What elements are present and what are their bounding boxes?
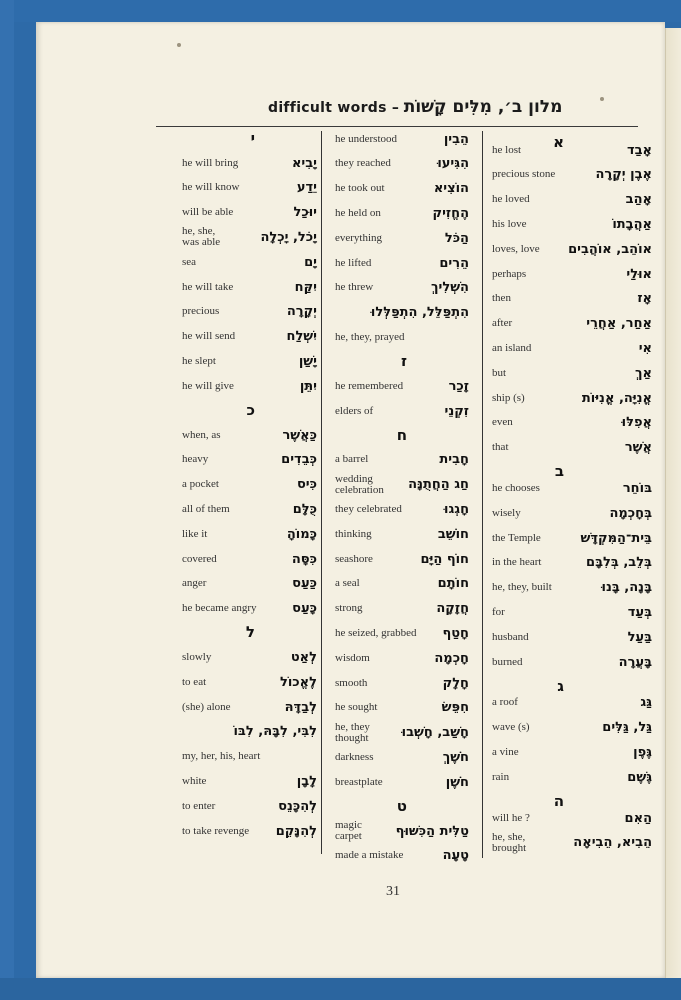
hebrew-word: אֶבֶן יְקָרָה — [595, 167, 652, 183]
glossary-entry — [335, 546, 469, 572]
glossary-entry — [335, 695, 469, 721]
glossary-entry — [335, 250, 469, 276]
glossary-entry — [492, 599, 652, 625]
hebrew-word: יוּכַל — [293, 205, 317, 221]
glossary-entry — [182, 472, 317, 498]
paper-speck — [177, 43, 181, 47]
english-meaning: after — [492, 317, 513, 330]
glossary-entry — [335, 176, 469, 202]
glossary-entry — [492, 435, 652, 461]
english-meaning: all of them — [182, 502, 230, 515]
english-meaning: even — [492, 416, 513, 429]
glossary-entry — [492, 500, 652, 526]
hebrew-word: אוֹהֵב, אוֹהֲבִים — [568, 241, 652, 257]
glossary-entry — [335, 571, 469, 597]
hebrew-word: אֲשֶׁר — [624, 440, 652, 456]
english-meaning: he, she, was able — [182, 225, 221, 249]
english-meaning: wedding celebration — [335, 472, 384, 496]
english-meaning: he became angry — [182, 602, 257, 615]
english-meaning: like it — [182, 527, 208, 540]
hebrew-word: חַג הַחֲתֻנָּה — [408, 477, 469, 493]
hebrew-word: יָשַׁן — [298, 353, 317, 369]
hebrew-word: יָכֹל, יָכְלָה — [260, 229, 317, 245]
english-meaning: precious — [182, 305, 220, 318]
hebrew-word: אֲפִלּוּ — [621, 415, 652, 431]
glossary-entry — [335, 300, 469, 326]
hebrew-word: חִפֵּשׂ — [441, 700, 469, 716]
hebrew-word: חָכְמָה — [434, 650, 469, 666]
hebrew-word: כָּעַס — [292, 601, 317, 617]
section-letter: ל — [245, 623, 255, 642]
hebrew-word: חֹשֶׁךְ — [442, 749, 469, 765]
glossary-entry — [335, 324, 469, 350]
glossary-entry — [492, 715, 652, 741]
english-meaning: he will send — [182, 330, 236, 343]
english-meaning: darkness — [335, 750, 374, 763]
glossary-entry — [335, 720, 469, 746]
hebrew-word: יִקַּח — [294, 279, 317, 295]
english-meaning: the Temple — [492, 531, 541, 544]
glossary-entry — [492, 162, 652, 188]
glossary-entry — [182, 571, 317, 597]
english-meaning: he, they, prayed — [335, 330, 405, 343]
hebrew-word: גַּג — [640, 695, 652, 711]
glossary-entry — [335, 398, 469, 424]
english-meaning: when, as — [182, 428, 221, 441]
hebrew-word: בְּעַד — [627, 604, 652, 620]
hebrew-word: חוֹתָם — [437, 576, 469, 592]
english-meaning: white — [182, 774, 207, 787]
hebrew-word: הִשְׁלִיךְ — [431, 280, 469, 296]
english-meaning: breastplate — [335, 775, 383, 788]
english-meaning: an island — [492, 341, 532, 354]
english-meaning: made a mistake — [335, 849, 404, 862]
glossary-entry — [182, 744, 317, 770]
glossary-entry — [182, 521, 317, 547]
glossary-entry — [335, 645, 469, 671]
hebrew-word: הֵבִיא, הֵבִיאָה — [573, 835, 652, 851]
english-meaning: he understood — [335, 132, 398, 145]
hebrew-word: הֶחֱזִיק — [432, 205, 469, 221]
english-meaning: he, she, brought — [492, 830, 527, 854]
hebrew-word: בָּנָה, בָּנוּ — [601, 580, 652, 596]
hebrew-word: אָבַד — [626, 142, 652, 158]
glossary-entry — [182, 422, 317, 448]
english-meaning: a pocket — [182, 478, 219, 491]
glossary-entry — [182, 175, 317, 201]
glossary-entry — [335, 225, 469, 251]
hebrew-word: זִקְנֵי — [444, 403, 469, 419]
glossary-entry — [335, 818, 469, 844]
hebrew-word: אִי — [638, 340, 652, 356]
hebrew-word: אַחַר, אַחֲרֵי — [586, 316, 652, 332]
glossary-entry — [492, 137, 652, 163]
book-cover-bottom — [0, 978, 681, 1000]
glossary-entry — [492, 575, 652, 601]
english-meaning: seashore — [335, 552, 373, 565]
hebrew-word: חָלָק — [442, 675, 469, 691]
glossary-entry — [335, 126, 469, 152]
glossary-entry — [182, 694, 317, 720]
glossary-entry — [492, 187, 652, 213]
hebrew-word: חָגְגוּ — [443, 501, 469, 517]
paper-speck — [600, 97, 604, 101]
glossary-entry — [182, 299, 317, 325]
glossary-entry — [335, 275, 469, 301]
hebrew-word: בַּעַל — [627, 629, 652, 645]
glossary-entry — [492, 261, 652, 287]
english-meaning: a roof — [492, 696, 518, 709]
english-meaning: will be able — [182, 206, 234, 219]
glossary-entry — [492, 475, 652, 501]
hebrew-word: לָבָן — [296, 773, 317, 789]
english-meaning: ship (s) — [492, 391, 525, 404]
english-meaning: will he ? — [492, 811, 530, 824]
glossary-entry — [182, 818, 317, 844]
hebrew-word: הִתְפַּלֵּל, הִתְפַּלְּלוּ — [370, 305, 469, 321]
english-meaning: a barrel — [335, 453, 369, 466]
glossary-entry — [182, 719, 317, 745]
english-meaning: he threw — [335, 281, 374, 294]
glossary-entry — [335, 620, 469, 646]
glossary-entry — [335, 496, 469, 522]
page-number: 31 — [386, 884, 400, 899]
glossary-entry — [182, 496, 317, 522]
hebrew-word: חוֹשֵׁב — [437, 526, 469, 542]
section-letter: ג — [557, 676, 564, 695]
english-meaning: he will bring — [182, 156, 239, 169]
english-meaning: in the heart — [492, 556, 542, 569]
english-meaning: everything — [335, 231, 383, 244]
english-meaning: sea — [182, 255, 197, 268]
glossary-entry — [335, 151, 469, 177]
glossary-entry — [335, 843, 469, 869]
glossary-entry — [492, 764, 652, 790]
hebrew-word: לְבַדָּהּ — [284, 699, 317, 715]
hebrew-word: חֹשֶׁן — [445, 774, 469, 790]
english-meaning: to eat — [182, 675, 207, 688]
english-meaning: he will take — [182, 280, 234, 293]
english-meaning: husband — [492, 630, 529, 643]
glossary-entry — [182, 324, 317, 350]
english-meaning: he, they thought — [335, 720, 370, 744]
book-cover-left — [0, 0, 14, 1000]
book-cover-top — [0, 0, 681, 22]
hebrew-word: אַךְ — [635, 365, 652, 381]
glossary-entry — [492, 311, 652, 337]
hebrew-word: בּוֹחֵר — [622, 480, 652, 496]
hebrew-word: אוּלַי — [626, 266, 652, 282]
hebrew-word: לִבִּי, לִבָּהּ, לִבּוֹ — [233, 724, 317, 740]
glossary-entry — [492, 525, 652, 551]
glossary-entry — [182, 596, 317, 622]
english-meaning: smooth — [335, 676, 368, 689]
glossary-entry — [182, 447, 317, 473]
glossary-entry — [335, 447, 469, 473]
english-meaning: my, her, his, heart — [182, 750, 261, 763]
english-meaning: he will know — [182, 181, 240, 194]
section-letter: ח — [396, 425, 407, 444]
english-meaning: he will give — [182, 379, 234, 392]
glossary-entry — [492, 550, 652, 576]
hebrew-word: לְהִכָּנֵס — [278, 798, 317, 814]
english-meaning: wisely — [492, 506, 521, 519]
english-meaning: wisdom — [335, 651, 370, 664]
hebrew-word: הִגִּיעוּ — [437, 156, 469, 172]
glossary-entry — [492, 690, 652, 716]
section-letter: ב — [554, 462, 564, 481]
english-meaning: (she) alone — [182, 700, 231, 713]
hebrew-word: יָבִיא — [291, 155, 317, 171]
glossary-entry — [335, 769, 469, 795]
glossary-entry — [492, 805, 652, 831]
glossary-entry — [182, 768, 317, 794]
english-meaning: he loved — [492, 193, 530, 206]
english-meaning: his love — [492, 217, 527, 230]
english-meaning: he, they, built — [492, 581, 552, 594]
glossary-entry — [182, 644, 317, 670]
glossary-entry — [335, 596, 469, 622]
english-meaning: then — [492, 292, 511, 305]
hebrew-word: הַכֹּל — [444, 230, 469, 246]
english-meaning: he held on — [335, 206, 381, 219]
section-letter: ה — [553, 792, 564, 810]
hebrew-word: הֵרִים — [439, 255, 469, 271]
glossary-entry — [492, 739, 652, 765]
english-meaning: a seal — [335, 577, 360, 590]
english-meaning: he lifted — [335, 256, 372, 269]
english-meaning: to take revenge — [182, 824, 250, 837]
section-letter: כ — [246, 401, 255, 419]
english-meaning: they celebrated — [335, 502, 402, 515]
glossary-entry — [492, 624, 652, 650]
english-meaning: burned — [492, 655, 523, 668]
hebrew-word: יִתֵּן — [299, 378, 317, 394]
hebrew-word: לֶאֱכוֹל — [279, 674, 317, 690]
glossary-entry — [335, 670, 469, 696]
glossary-entry — [492, 286, 652, 312]
hebrew-word: לְהִנָּקֵם — [275, 823, 317, 839]
english-meaning: heavy — [182, 453, 209, 466]
hebrew-word: חָשַׁב, חָשְׁבוּ — [401, 725, 469, 741]
hebrew-word: כִּיס — [296, 477, 317, 493]
page-title-english: difficult words – — [268, 100, 400, 116]
english-meaning: they reached — [335, 157, 391, 170]
glossary-entry — [182, 373, 317, 399]
english-meaning: slowly — [182, 650, 212, 663]
column-divider — [321, 131, 322, 854]
english-meaning: precious stone — [492, 168, 556, 181]
english-meaning: he sought — [335, 701, 378, 714]
english-meaning: that — [492, 441, 509, 454]
hebrew-word: כֻּלָּם — [292, 501, 317, 517]
glossary-entry — [492, 410, 652, 436]
hebrew-word: בְּחָכְמָה — [609, 505, 652, 521]
next-page-edge — [665, 28, 681, 978]
hebrew-word: בֵּית־הַמִּקְדָּשׁ — [580, 530, 652, 546]
hebrew-word: כְּבֵדִים — [281, 452, 317, 468]
hebrew-word: בְּלֵב, בְּלִבָּם — [586, 555, 652, 571]
english-meaning: a vine — [492, 745, 519, 758]
glossary-entry — [335, 373, 469, 399]
english-meaning: he took out — [335, 182, 385, 195]
glossary-entry — [492, 360, 652, 386]
english-meaning: magic carpet — [335, 819, 362, 842]
english-meaning: rain — [492, 770, 510, 783]
column-divider — [482, 131, 483, 858]
glossary-entry — [182, 348, 317, 374]
glossary-entry — [492, 385, 652, 411]
section-letter: ז — [400, 352, 407, 371]
english-meaning: but — [492, 366, 507, 379]
english-meaning: strong — [335, 602, 363, 615]
english-meaning: for — [492, 605, 505, 618]
page-title — [268, 96, 563, 117]
english-meaning: he lost — [492, 143, 522, 156]
hebrew-word: אָהַב — [625, 192, 652, 208]
glossary-entry — [335, 472, 469, 498]
section-letter: ט — [396, 797, 407, 815]
glossary-entry — [492, 236, 652, 262]
english-meaning: he remembered — [335, 379, 404, 392]
glossary-entry — [335, 200, 469, 226]
section-letter: י — [250, 129, 255, 147]
glossary-entry — [335, 744, 469, 770]
english-meaning: thinking — [335, 527, 372, 540]
hebrew-word: אֳנִיָּה, אֳנִיּוֹת — [581, 390, 652, 406]
glossary-entry — [182, 274, 317, 300]
glossary-entry — [182, 546, 317, 572]
hebrew-word: טַלִּית הַכִּשּׁוּף — [395, 823, 469, 839]
english-meaning: loves, love — [492, 242, 540, 255]
english-meaning: he slept — [182, 354, 216, 367]
hebrew-word: חוֹף הַיָּם — [420, 551, 469, 567]
english-meaning: elders of — [335, 404, 374, 417]
glossary-entry — [182, 793, 317, 819]
hebrew-word: חָטַף — [442, 625, 469, 641]
hebrew-word: בָּעֲרָה — [618, 654, 652, 670]
section-letter: א — [553, 133, 564, 151]
hebrew-word: גֶּשֶׁם — [627, 769, 652, 785]
english-meaning: perhaps — [492, 267, 527, 280]
glossary-entry — [492, 649, 652, 675]
hebrew-word: כַּאֲשֶׁר — [282, 427, 317, 443]
glossary-entry — [182, 150, 317, 176]
english-meaning: anger — [182, 577, 207, 590]
glossary-entry — [492, 335, 652, 361]
hebrew-word: גֶּפֶן — [633, 744, 652, 760]
glossary-entry — [182, 224, 317, 250]
hebrew-word: אָז — [637, 291, 652, 307]
glossary-entry — [335, 521, 469, 547]
hebrew-word: יִשְׁלַח — [286, 329, 317, 345]
english-meaning: he chooses — [492, 481, 540, 494]
hebrew-word: יְקָרָה — [286, 304, 317, 320]
hebrew-word: כַּעַס — [292, 576, 317, 592]
hebrew-word: חָבִית — [439, 452, 469, 468]
hebrew-word: זָכַר — [448, 378, 469, 394]
english-meaning: he seized, grabbed — [335, 626, 417, 639]
english-meaning: wave (s) — [492, 721, 530, 734]
hebrew-word: אַהֲבָתוֹ — [612, 216, 652, 232]
hebrew-word: כָּמוֹהָ — [286, 526, 317, 542]
hebrew-word: יָם — [304, 254, 317, 270]
hebrew-word: הוֹצִיא — [433, 181, 469, 197]
hebrew-word: לְאַט — [290, 649, 317, 665]
hebrew-word: הֵבִין — [443, 131, 469, 147]
glossary-entry — [182, 200, 317, 226]
hebrew-word: כִּסָּה — [291, 551, 317, 567]
hebrew-word: חֲזָקָה — [436, 601, 469, 617]
hebrew-word: גַּל, גַּלִּים — [602, 720, 652, 736]
english-meaning: covered — [182, 552, 217, 565]
glossary-entry — [492, 830, 652, 856]
glossary-entry — [182, 249, 317, 275]
english-meaning: to enter — [182, 799, 216, 812]
glossary-entry — [492, 211, 652, 237]
page-title-hebrew: מלון ב׳, מִלִּים קָשׁוֹת — [403, 97, 563, 117]
hebrew-word: הַאִם — [624, 810, 652, 826]
hebrew-word: טָעָה — [442, 848, 469, 864]
glossary-entry — [182, 669, 317, 695]
hebrew-word: יֵדַע — [296, 180, 317, 196]
